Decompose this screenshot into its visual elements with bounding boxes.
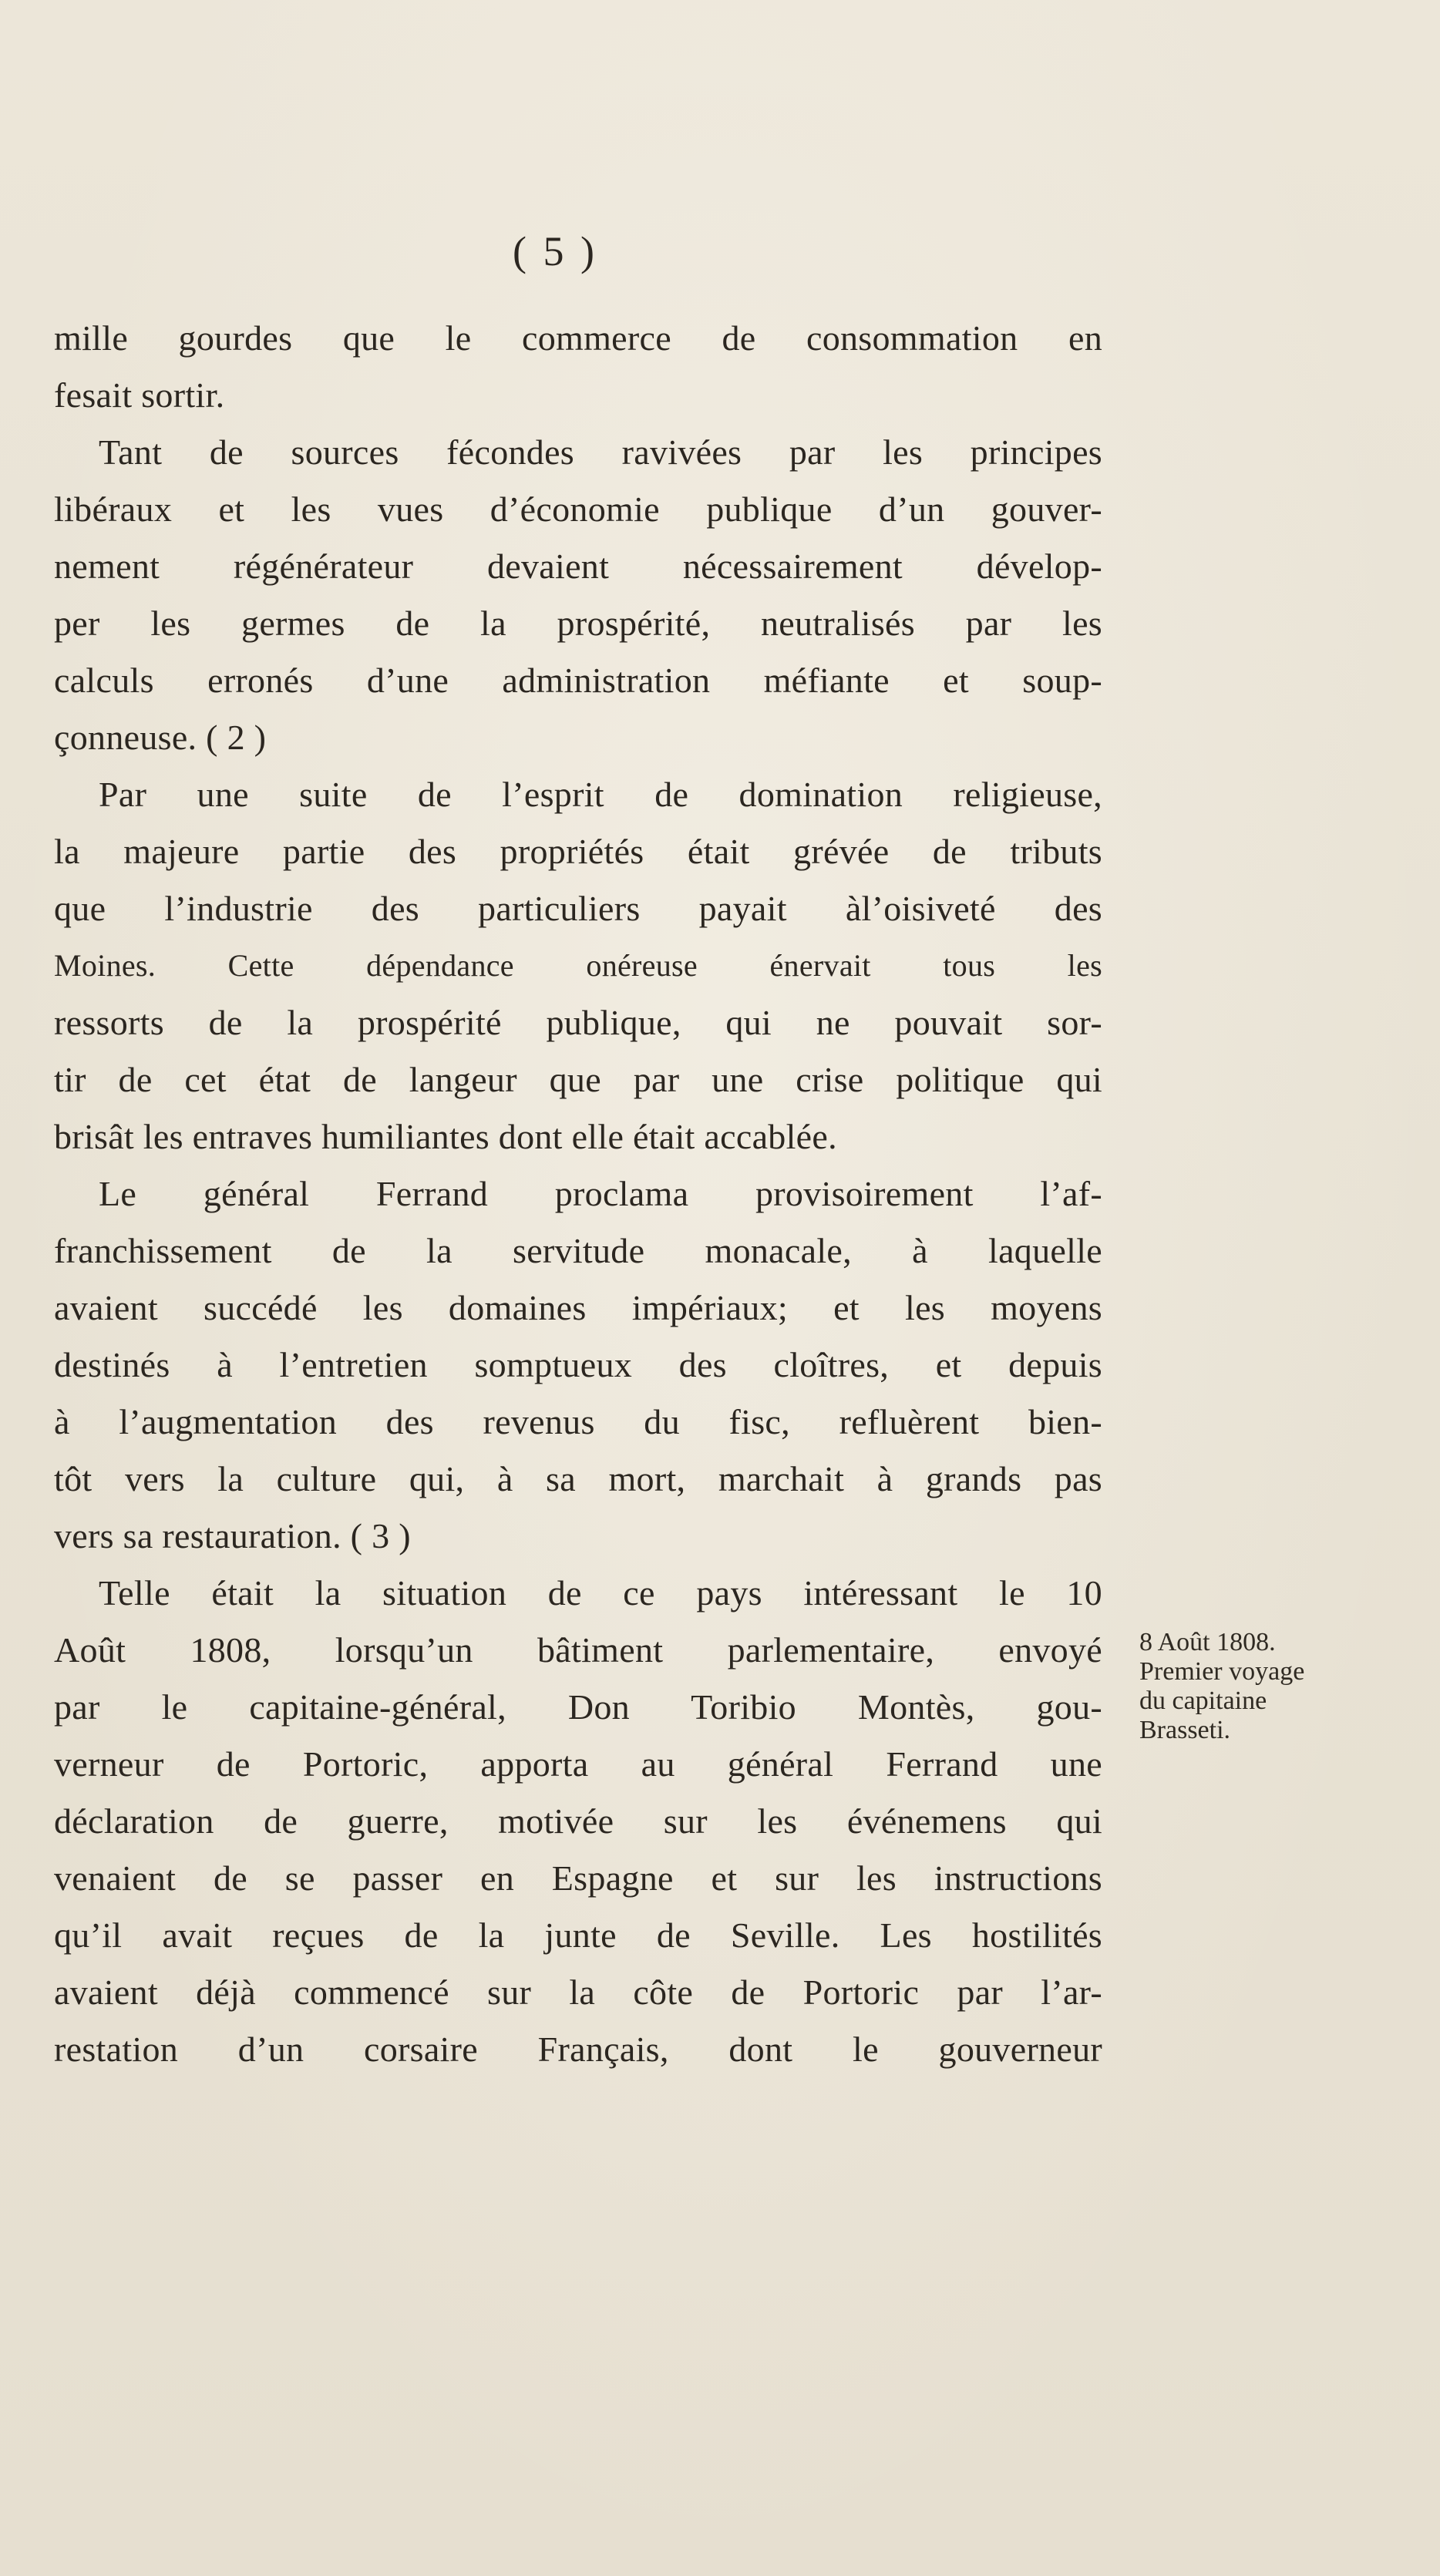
text-line: libéraux et les vues d’économie publique d’un gouver-	[54, 489, 1102, 529]
text-line: fesait sortir.	[54, 375, 225, 415]
text-line: Août 1808, lorsqu’un bâtiment parlementaire, envoyé	[54, 1630, 1102, 1670]
text-line: par le capitaine-général, Don Toribio Montès, gou-	[54, 1687, 1102, 1727]
text-line: avaient succédé les domaines impériaux; et les moyens	[54, 1288, 1102, 1327]
text-line: à l’augmentation des revenus du fisc, refluèrent bien-	[54, 1402, 1102, 1441]
margin-note-line: du capitaine	[1139, 1687, 1267, 1715]
text-line: destinés à l’entretien somptueux des cloîtres, et depuis	[54, 1345, 1102, 1384]
margin-note	[1139, 1628, 1401, 1745]
text-line: tôt vers la culture qui, à sa mort, marchait à grands pas	[54, 1459, 1102, 1498]
text-line: Moines. Cette dépendance onéreuse énervait tous les	[54, 948, 1102, 983]
text-line: mille gourdes que le commerce de consommation en	[54, 318, 1102, 358]
margin-note-line: Premier voyage	[1139, 1657, 1305, 1686]
text-line: Le général Ferrand proclama provisoirement l’af-	[99, 1174, 1102, 1213]
text-line: Tant de sources fécondes ravivées par les principes	[99, 432, 1102, 472]
text-line: Par une suite de l’esprit de domination religieuse,	[99, 775, 1102, 814]
text-line: la majeure partie des propriétés était grévée de tributs	[54, 832, 1102, 871]
text-line: tir de cet état de langeur que par une crise politique qui	[54, 1060, 1102, 1099]
text-line: qu’il avait reçues de la junte de Seville. Les hostilités	[54, 1915, 1102, 1955]
text-line: déclaration de guerre, motivée sur les événemens qui	[54, 1801, 1102, 1841]
text-line: venaient de se passer en Espagne et sur les instructions	[54, 1858, 1102, 1898]
text-line: que l’industrie des particuliers payait àl’oisiveté des	[54, 889, 1102, 928]
text-line: brisât les entraves humiliantes dont elle était accablée.	[54, 1117, 837, 1156]
page-number: ( 5 )	[513, 228, 597, 274]
text-line: verneur de Portoric, apporta au général Ferrand une	[54, 1744, 1102, 1784]
text-line: restation d’un corsaire Français, dont le gouverneur	[54, 2030, 1102, 2069]
text-line: calculs erronés d’une administration méfiante et soup-	[54, 661, 1102, 700]
margin-note-line: Brasseti.	[1139, 1716, 1231, 1744]
text-line: avaient déjà commencé sur la côte de Portoric par l’ar-	[54, 1972, 1102, 2012]
text-line: çonneuse. ( 2 )	[54, 718, 267, 757]
text-line: franchissement de la servitude monacale, à laquelle	[54, 1231, 1102, 1270]
body-text	[54, 310, 1102, 2078]
text-line: per les germes de la prospérité, neutralisés par les	[54, 604, 1102, 643]
text-line: ressorts de la prospérité publique, qui ne pouvait sor-	[54, 1003, 1102, 1042]
margin-note-line: 8 Août 1808.	[1139, 1628, 1276, 1656]
text-line: vers sa restauration. ( 3 )	[54, 1516, 411, 1555]
text-line: nement régénérateur devaient nécessairement dévelop-	[54, 546, 1102, 586]
text-line: Telle était la situation de ce pays intéressant le 10	[99, 1573, 1102, 1613]
